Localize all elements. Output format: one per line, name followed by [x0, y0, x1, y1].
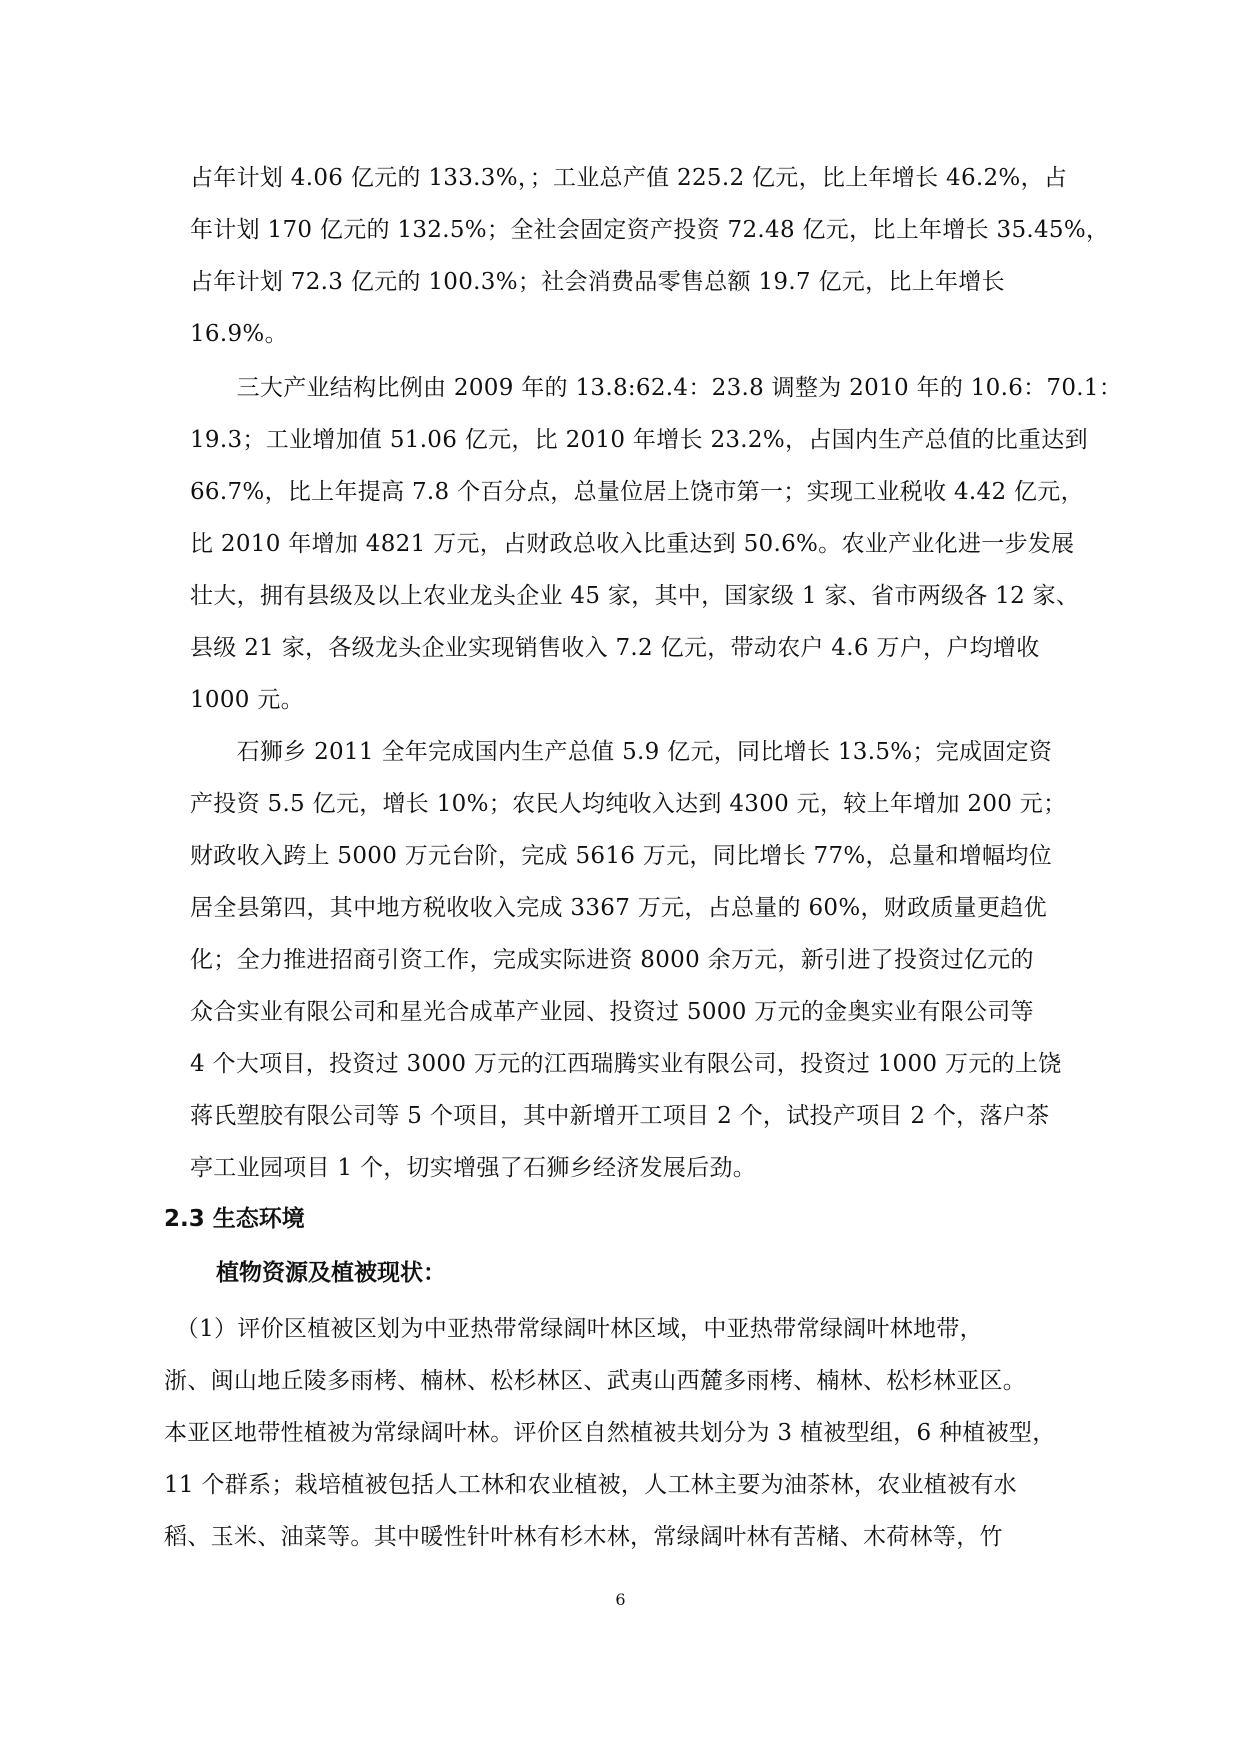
text-line: 产投资 5.5 亿元，增长 10%；农民人均纯收入达到 4300 元，较上年增加 200 元；: [190, 791, 1067, 817]
text-line: 4 个大项目，投资过 3000 万元的江西瑞腾实业有限公司，投资过 1000 万元的上饶: [190, 1051, 1062, 1077]
text-line: 11 个群系；栽培植被包括人工林和农业植被，人工林主要为油茶林，农业植被有水: [164, 1472, 1017, 1498]
paragraph-shishi-township: [190, 726, 1070, 1194]
text-line: 三大产业结构比例由 2009 年的 13.8:62.4：23.8 调整为 2010 年的 10.6：70.1：: [190, 375, 1123, 401]
text-line: 占年计划 4.06 亿元的 133.3%，；工业总产值 225.2 亿元，比上年增长 46.2%，占: [190, 165, 1068, 191]
paragraph-industry-structure: [190, 362, 1123, 726]
page-number: 6: [615, 1590, 626, 1609]
text-line: 66.7%，比上年提高 7.8 个百分点，总量位居上饶市第一；实现工业税收 4.42 亿元，: [190, 479, 1084, 505]
subsection-heading: 植物资源及植被现状：: [216, 1260, 446, 1286]
text-line: 亭工业园项目 1 个，切实增强了石狮乡经济发展后劲。: [190, 1155, 757, 1181]
text-line: 财政收入跨上 5000 万元台阶，完成 5616 万元，同比增长 77%，总量和增幅均位: [190, 843, 1052, 869]
text-line: 居全县第四，其中地方税收收入完成 3367 万元，占总量的 60%，财政质量更趋优: [190, 895, 1047, 921]
text-line: 县级 21 家，各级龙头企业实现销售收入 7.2 亿元，带动农户 4.6 万户，户均增收: [190, 635, 1040, 661]
text-line: 年计划 170 亿元的 132.5%；全社会固定资产投资 72.48 亿元，比上年增长 35.45%，: [190, 217, 1110, 243]
paragraph-economy-targets: [190, 152, 1110, 360]
text-line: 占年计划 72.3 亿元的 100.3%；社会消费品零售总额 19.7 亿元，比上年增长: [190, 269, 1005, 295]
text-line: 浙、闽山地丘陵多雨栲、楠林、松杉林区、武夷山西麓多雨栲、楠林、松杉林亚区。: [164, 1368, 1027, 1394]
text-line: 众合实业有限公司和星光合成革产业园、投资过 5000 万元的金奥实业有限公司等: [190, 999, 1034, 1025]
text-line: 化；全力推进招商引资工作，完成实际进资 8000 余万元，新引进了投资过亿元的: [190, 947, 1034, 973]
text-line: 19.3；工业增加值 51.06 亿元，比 2010 年增长 23.2%，占国内生产总值的比重达到: [190, 427, 1088, 453]
text-line: 1000 元。: [190, 687, 304, 713]
text-line: 石狮乡 2011 全年完成国内生产总值 5.9 亿元，同比增长 13.5%；完成固定资: [190, 739, 1053, 765]
text-line: （1）评价区植被区划为中亚热带常绿阔叶林区域，中亚热带常绿阔叶林地带，: [164, 1316, 983, 1342]
text-line: 蒋氏塑胶有限公司等 5 个项目，其中新增开工项目 2 个，试投产项目 2 个，落户茶: [190, 1103, 1050, 1129]
section-heading: 2.3 生态环境: [164, 1206, 305, 1232]
text-line: 壮大，拥有县级及以上农业龙头企业 45 家，其中，国家级 1 家、省市两级各 12 家、: [190, 583, 1080, 609]
text-line: 16.9%。: [190, 321, 288, 347]
text-line: 稻、玉米、油菜等。其中暖性针叶林有杉木林，常绿阔叶林有苦槠、木荷林等，竹: [164, 1524, 1003, 1550]
text-line: 本亚区地带性植被为常绿阔叶林。评价区自然植被共划分为 3 植被型组，6 种植被型，: [164, 1420, 1056, 1446]
paragraph-vegetation: [164, 1303, 1074, 1563]
text-line: 比 2010 年增加 4821 万元，占财政总收入比重达到 50.6%。农业产业化进一步发展: [190, 531, 1075, 557]
